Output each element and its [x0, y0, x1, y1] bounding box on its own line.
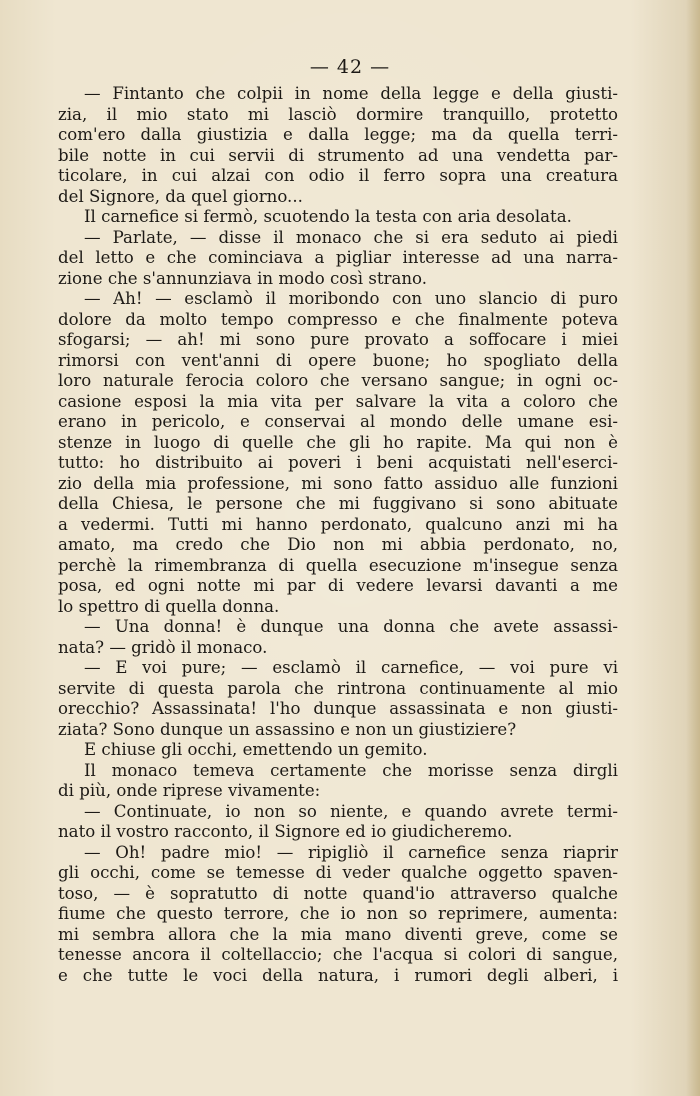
text-line: orecchio? Assassinata! l'ho dunque assassinata e non giusti- [58, 699, 618, 718]
text-line: erano in pericolo, e conservai al mondo delle umane esi- [58, 412, 618, 431]
text-line: della Chiesa, le persone che mi fuggivano si sono abituate [58, 494, 618, 513]
text-line: e che tutte le voci della natura, i rumori degli alberi, i [58, 965, 618, 985]
text-line: lo spettro di quella donna. [58, 596, 280, 616]
text-line: com'ero dalla giustizia e dalla legge; ma da quella terri- [58, 125, 618, 144]
text-line: toso, — è sopratutto di notte quand'io attraverso qualche [58, 883, 618, 903]
text-line: ziata? Sono dunque un assassino e non un giustiziere? [58, 719, 517, 739]
text-line: nato il vostro racconto, il Signore ed io giudicheremo. [58, 822, 513, 841]
body-text [58, 84, 618, 986]
text-line: — Oh! padre mio! — ripigliò il carnefice senza riaprir [84, 842, 618, 862]
text-line: — Parlate, — disse il monaco che si era seduto ai piedi [84, 227, 618, 247]
text-line: Il carnefice si fermò, scuotendo la testa con aria desolata. [84, 207, 572, 226]
text-line: sfogarsi; — ah! mi sono pure provato a soffocare i miei [58, 330, 618, 349]
text-line: — Fintanto che colpii in nome della legge e della giusti- [84, 84, 618, 103]
text-line: casione esposi la mia vita per salvare la vita a coloro che [58, 391, 618, 411]
text-line: del Signore, da quel giorno... [58, 186, 303, 206]
text-line: posa, ed ogni notte mi par di vedere levarsi davanti a me [58, 576, 618, 595]
text-line: mi sembra allora che la mia mano diventi greve, come se [58, 924, 618, 944]
text-line: zione che s'annunziava in modo così strano. [58, 268, 428, 288]
text-line: fiume che questo terrore, che io non so reprimere, aumenta: [58, 904, 618, 923]
text-line: — Una donna! è dunque una donna che avete assassi- [84, 617, 618, 636]
text-line: Il monaco temeva certamente che morisse senza dirgli [84, 760, 618, 780]
text-line: zio della mia professione, mi sono fatto assiduo alle funzioni [58, 473, 618, 493]
text-line: — Ah! — esclamò il moribondo con uno slancio di puro [84, 289, 618, 308]
page-edge-shadow [686, 0, 700, 1096]
page-number: — 42 — [309, 56, 391, 78]
text-line: di più, onde riprese vivamente: [58, 781, 321, 800]
text-line: nata? — gridò il monaco. [58, 637, 268, 657]
text-line: servite di questa parola che rintrona continuamente al mio [58, 678, 618, 698]
text-line: stenze in luogo di quelle che gli ho rapite. Ma qui non è [58, 432, 618, 452]
text-line: perchè la rimembranza di quella esecuzione m'insegue senza [58, 555, 618, 575]
text-line: bile notte in cui servii di strumento ad una vendetta par- [58, 145, 618, 165]
text-line: tutto: ho distribuito ai poveri i beni acquistati nell'eserci- [58, 453, 618, 472]
text-line: E chiuse gli occhi, emettendo un gemito. [84, 740, 428, 759]
text-line: amato, ma credo che Dio non mi abbia perdonato, no, [58, 535, 618, 554]
text-line: a vedermi. Tutti mi hanno perdonato, qualcuno anzi mi ha [58, 514, 618, 534]
text-line: tenesse ancora il coltellaccio; che l'acqua si colori di sangue, [58, 945, 618, 964]
text-line: ticolare, in cui alzai con odio il ferro sopra una creatura [58, 166, 618, 185]
text-line: — Continuate, io non so niente, e quando avrete termi- [84, 801, 618, 821]
text-line: zia, il mio stato mi lasciò dormire tranquillo, protetto [58, 104, 618, 124]
text-line: del letto e che cominciava a pigliar interesse ad una narra- [58, 248, 618, 267]
text-line: gli occhi, come se temesse di veder qualche oggetto spaven- [58, 863, 618, 882]
text-line: dolore da molto tempo compresso e che finalmente poteva [58, 309, 618, 329]
text-line: loro naturale ferocia coloro che versano sangue; in ogni oc- [58, 371, 618, 390]
text-line: rimorsi con vent'anni di opere buone; ho spogliato della [58, 350, 618, 370]
text-line: — E voi pure; — esclamò il carnefice, — voi pure vi [84, 658, 618, 677]
